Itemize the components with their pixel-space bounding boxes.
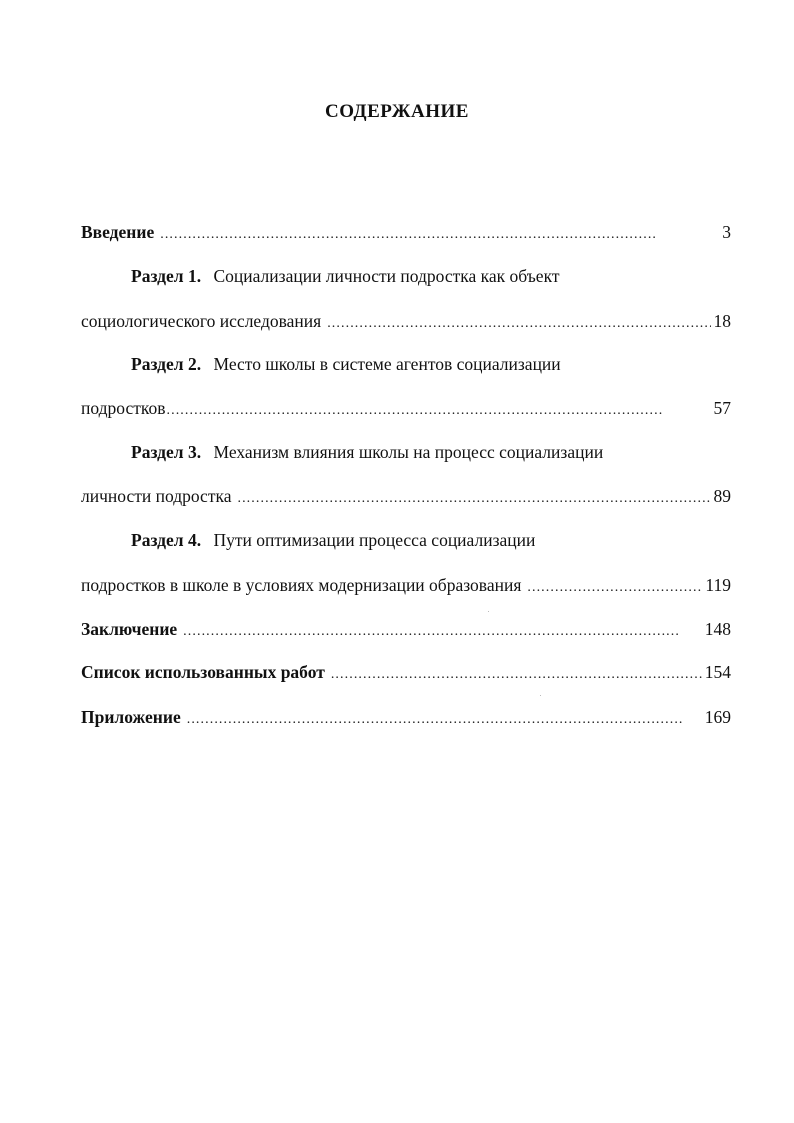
toc-section3-title-line1: Механизм влияния школы на процесс социализации [213, 442, 604, 462]
toc-label-references: Список использованных работ [81, 662, 325, 682]
toc-page-section4: 119 [705, 575, 731, 595]
dot-leader [160, 227, 719, 243]
toc-entry-section2 [81, 398, 731, 422]
toc-section4-title-line2: подростков в школе в условиях модернизации образования [81, 575, 522, 595]
toc-section2-heading [131, 354, 561, 378]
dot-leader [237, 491, 710, 507]
toc-section1-title-line1: Социализации личности подростка как объект [213, 266, 560, 286]
dot-leader [167, 403, 711, 419]
toc-page-intro: 3 [722, 222, 731, 242]
toc-section4-heading [131, 530, 535, 554]
toc-section1-heading [131, 266, 560, 290]
toc-section4-title-line1: Пути оптимизации процесса социализации [213, 530, 536, 550]
dot-leader [183, 624, 702, 640]
toc-section3-heading [131, 442, 603, 466]
dot-leader [331, 667, 702, 683]
toc-entry-section1 [81, 311, 731, 335]
toc-label-conclusion: Заключение [81, 619, 178, 639]
toc-page-section3: 89 [713, 486, 731, 506]
scan-speck [488, 611, 489, 612]
toc-section3-number: Раздел 3. [131, 442, 202, 462]
toc-section4-number: Раздел 4. [131, 530, 202, 550]
dot-leader [527, 580, 702, 596]
scan-speck [540, 695, 541, 696]
toc-entry-references [81, 662, 731, 686]
toc-section2-title-line2: подростков [81, 398, 166, 418]
toc-entry-section3 [81, 486, 731, 510]
toc-page-references: 154 [704, 662, 731, 682]
toc-section2-number: Раздел 2. [131, 354, 202, 374]
toc-section2-title-line1: Место школы в системе агентов социализации [213, 354, 561, 374]
toc-entry-intro [81, 222, 731, 246]
toc-section3-title-line2: личности подростка [81, 486, 232, 506]
toc-section1-number: Раздел 1. [131, 266, 202, 286]
toc-page-conclusion: 148 [704, 619, 731, 639]
toc-page-section1: 18 [713, 311, 731, 331]
toc-page-appendix: 169 [704, 707, 731, 727]
dot-leader [327, 316, 710, 332]
dot-leader [187, 712, 702, 728]
toc-entry-appendix [81, 707, 731, 731]
toc-page-section2: 57 [713, 398, 731, 418]
toc-label-intro: Введение [81, 222, 155, 242]
toc-entry-conclusion [81, 619, 731, 643]
toc-section1-title-line2: социологического исследования [81, 311, 322, 331]
page-title: СОДЕРЖАНИЕ [325, 101, 469, 122]
toc-label-appendix: Приложение [81, 707, 181, 727]
toc-entry-section4 [81, 575, 731, 599]
